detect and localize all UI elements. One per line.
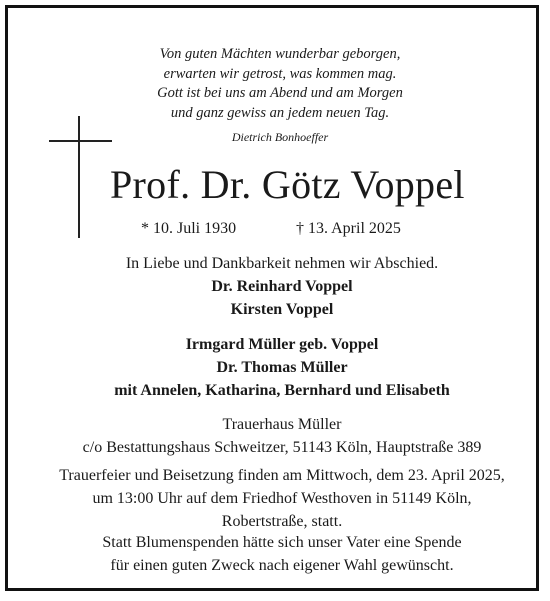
- cross-icon-bar: [49, 140, 112, 142]
- death-date: † 13. April 2025: [296, 220, 401, 237]
- family-member: Kirsten Voppel: [230, 301, 334, 318]
- address-line: c/o Bestattungshaus Schweitzer, 51143 Köln, Hauptstraße 389: [82, 439, 482, 456]
- address-line: Trauerhaus Müller: [222, 416, 342, 433]
- farewell-text: In Liebe und Dankbarkeit nehmen wir Abschied.: [125, 255, 439, 272]
- ceremony-line: Robertstraße, statt.: [221, 513, 343, 530]
- poem-line: und ganz gewiss an jedem neuen Tag.: [170, 104, 390, 121]
- family-member: Dr. Thomas Müller: [216, 359, 348, 376]
- ceremony-info: [8, 464, 550, 533]
- donation-line: für einen guten Zweck nach eigener Wahl gewünscht.: [110, 557, 454, 574]
- poem-line: Gott ist bei uns am Abend und am Morgen: [157, 85, 403, 101]
- family-member: Irmgard Müller geb. Voppel: [185, 336, 379, 353]
- birth-date: * 10. Juli 1930: [141, 220, 237, 237]
- poem-line: erwarten wir getrost, was kommen mag.: [163, 65, 397, 82]
- deceased-name: Prof. Dr. Götz Voppel: [110, 162, 465, 207]
- ceremony-line: Trauerfeier und Beisetzung finden am Mittwoch, dem 23. April 2025,: [59, 467, 505, 484]
- poem: [8, 45, 550, 123]
- poem-line: Von guten Mächten wunderbar geborgen,: [159, 46, 401, 62]
- family-member: mit Annelen, Katharina, Bernhard und Elisabeth: [114, 382, 450, 399]
- family-group-1: [8, 275, 550, 321]
- poem-author: Dietrich Bonhoeffer: [231, 130, 329, 144]
- cross-icon: [78, 116, 80, 238]
- ceremony-line: um 13:00 Uhr auf dem Friedhof Westhoven in 51149 Köln,: [92, 490, 472, 507]
- donation-line: Statt Blumenspenden hätte sich unser Vater eine Spende: [102, 534, 462, 551]
- family-member: Dr. Reinhard Voppel: [211, 278, 353, 295]
- obituary-frame: [5, 5, 539, 591]
- mourning-address: [8, 413, 550, 459]
- family-group-2: [8, 333, 550, 402]
- donation-note: [8, 531, 550, 577]
